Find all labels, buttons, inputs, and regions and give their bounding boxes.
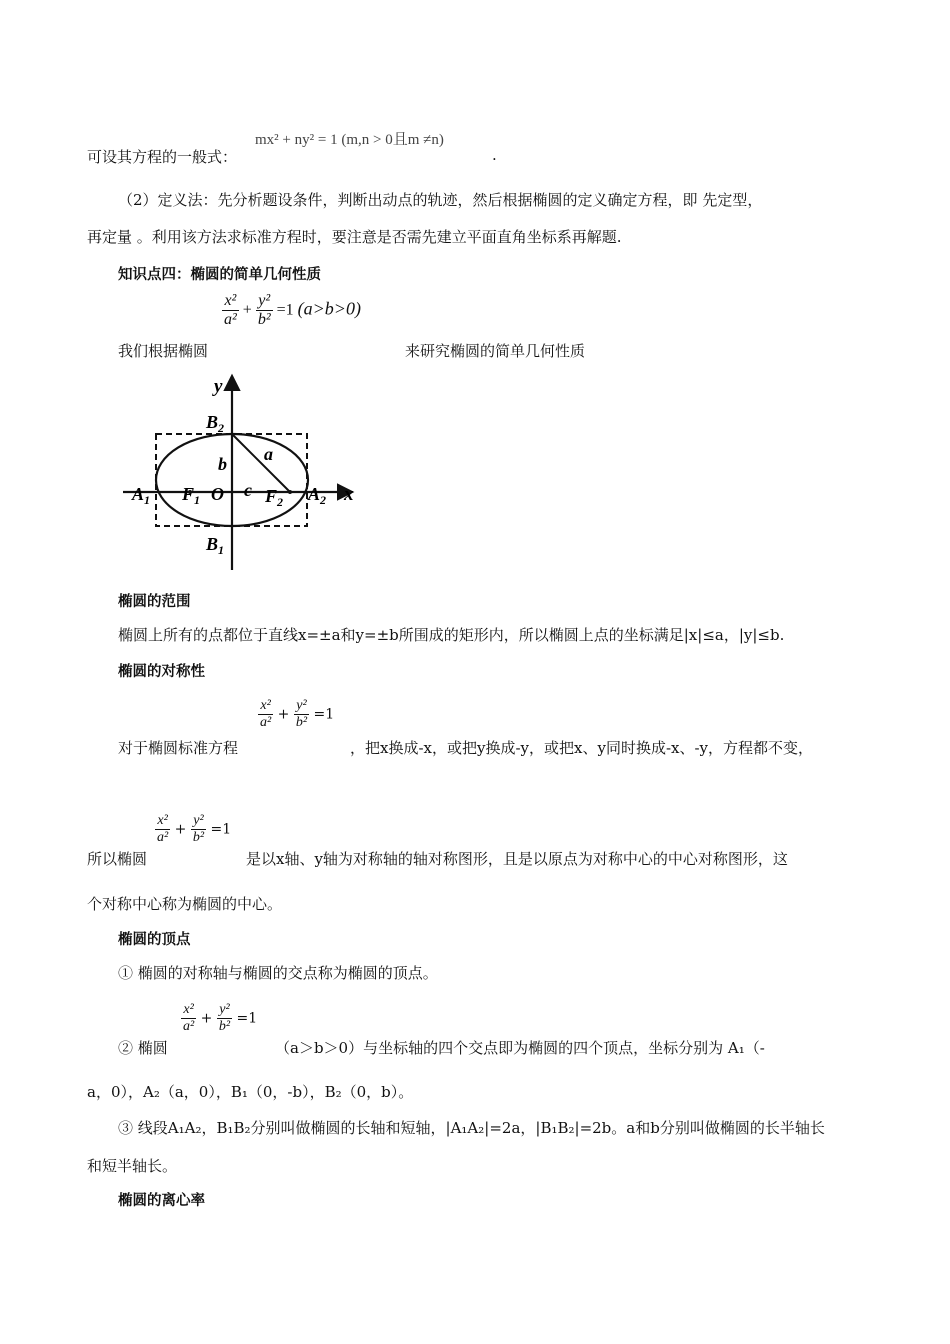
vertices-item-2-after: （a＞b＞0）与坐标轴的四个交点即为椭圆的四个顶点，坐标分别为 A₁（- xyxy=(275,1039,765,1057)
label-A1: $A_1$ xyxy=(132,484,151,507)
symmetry-line1-before: 对于椭圆标准方程 xyxy=(118,739,239,757)
vertices-equation: $\frac{\text{x²}}{\text{a²}}$ + $\frac{\text{y²}}{\text{b²}}$ =1 xyxy=(183,1002,258,1035)
label-F2: $F_2$ xyxy=(265,486,284,509)
label-y: y xyxy=(214,376,223,397)
general-form-end: . xyxy=(492,146,497,164)
label-B1: $B_1$ xyxy=(206,534,225,557)
range-heading: 椭圆的范围 xyxy=(118,594,191,610)
label-b: b xyxy=(218,454,227,474)
eccentricity-heading: 椭圆的离心率 xyxy=(118,1193,205,1209)
label-A2: $A_2$ xyxy=(308,484,327,507)
definition-line-2: 再定量 。利用该方法求标准方程时，要注意是否需先建立平面直角坐标系再解题. xyxy=(87,228,622,246)
vertices-item-3-line1: ③ 线段A₁A₂，B₁B₂分别叫做椭圆的长轴和短轴，|A₁A₂|=2a，|B₁B₂|=2b。a和b分别叫做椭圆的长半轴长 xyxy=(118,1119,825,1137)
vertices-item-2-line2: a，0），A₂（a，0），B₁（0，-b），B₂（0，b）。 xyxy=(87,1083,414,1101)
label-B2: $B_2$ xyxy=(206,412,225,435)
label-x: x xyxy=(344,484,354,505)
standard-equation-large: $\frac{\text{x²}}{\text{a²}}$ + $\frac{\text{y²}}{\text{b²}}$ =1 (a>b>0) xyxy=(224,292,361,329)
vertices-item-2-before: ② 椭圆 xyxy=(118,1039,168,1057)
label-a: a xyxy=(264,444,273,464)
symmetry-line3: 个对称中心称为椭圆的中心。 xyxy=(87,895,283,913)
symmetry-heading: 椭圆的对称性 xyxy=(118,664,205,680)
label-O: O xyxy=(211,484,224,504)
symmetry-line1-after: ，把x换成-x，或把y换成-y，或把x、y同时换成-x、-y，方程都不变， xyxy=(350,739,814,757)
label-c: c xyxy=(244,480,252,500)
general-form-formula: mx² + ny² = 1 (m,n > 0且m ≠n) xyxy=(255,132,444,148)
vertices-heading: 椭圆的顶点 xyxy=(118,932,191,948)
definition-line-1: （2）定义法：先分析题设条件，判断出动点的轨迹，然后根据椭圆的定义确定方程，即 先定型， xyxy=(118,191,763,209)
symmetry-equation-1: $\frac{\text{x²}}{\text{a²}}$ + $\frac{\text{y²}}{\text{b²}}$ =1 xyxy=(260,698,335,731)
study-before: 我们根据椭圆 xyxy=(118,342,209,360)
section-heading-4: 知识点四：椭圆的简单几何性质 xyxy=(118,267,321,283)
study-after: 来研究椭圆的简单几何性质 xyxy=(405,342,586,360)
symmetry-line2-before: 所以椭圆 xyxy=(87,850,148,868)
range-text: 椭圆上所有的点都位于直线x=±a和y=±b所围成的矩形内，所以椭圆上点的坐标满足|x|≤a，|y|≤b. xyxy=(118,626,785,644)
focus-F2-dot xyxy=(288,490,292,494)
general-form-label: 可设其方程的一般式： xyxy=(87,148,238,166)
label-F1: $F_1$ xyxy=(182,484,201,507)
vertices-item-1: ① 椭圆的对称轴与椭圆的交点称为椭圆的顶点。 xyxy=(118,964,438,982)
symmetry-line2-after: 是以x轴、y轴为对称轴的轴对称图形，且是以原点为对称中心的中心对称图形，这 xyxy=(246,850,788,868)
segment-a xyxy=(232,434,290,492)
ellipse-figure xyxy=(118,372,368,572)
vertices-item-3-line2: 和短半轴长。 xyxy=(87,1157,178,1175)
symmetry-equation-2: $\frac{\text{x²}}{\text{a²}}$ + $\frac{\text{y²}}{\text{b²}}$ =1 xyxy=(157,813,232,846)
